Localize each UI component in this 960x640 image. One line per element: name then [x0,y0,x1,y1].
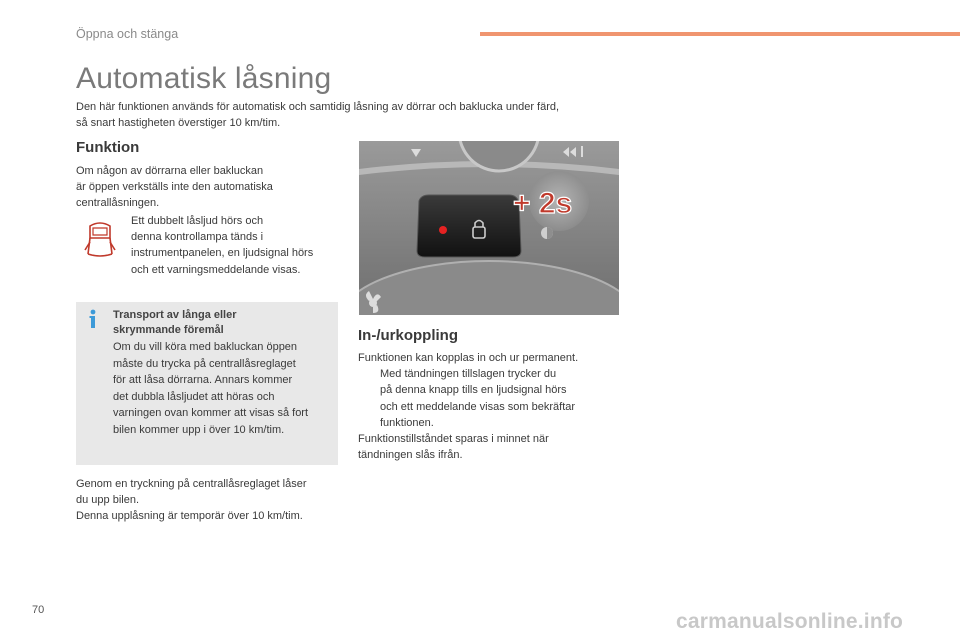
text-line: Denna upplåsning är temporär över 10 km/tim. [76,510,303,523]
text-line: tändningen slås ifrån. [358,449,463,462]
info-box-text [113,339,333,438]
text-line: är öppen verkställs inte den automatiska [76,181,273,194]
info-box-title [113,308,328,338]
intro-paragraph [76,99,636,131]
intro-line: så snart hastigheten överstiger 10 km/tim. [76,117,281,129]
text-line: Om någon av dörrarna eller bakluckan [76,165,264,177]
text-line: på denna knapp tills en ljudsignal hörs [380,384,567,397]
text-line: och ett varningsmeddelande visas. [131,263,301,276]
text-line: centrallåsningen. [76,197,160,210]
page-number: 70 [32,604,45,616]
inurkoppling-text [358,350,618,463]
page-title: Automatisk låsning [76,62,332,95]
plus-2s-badge: + 2s [513,187,573,220]
text-line: varningen ovan kommer att visas så fort [113,407,309,419]
inurkoppling-heading: In-/urkoppling [358,327,458,344]
text-line: Transport av långa eller [113,309,237,321]
funktion-paragraph-1 [76,163,316,212]
intro-line: Den här funktionen används för automatisk och samtidig låsning av dörrar och baklucka under färd, [76,101,560,113]
text-line: för att låsa dörrarna. Annars kommer [113,374,293,386]
section-title: Öppna och stänga [76,27,179,41]
text-line: funktionen. [380,416,434,429]
text-line: och ett meddelande visas som bekräftar [380,400,576,413]
text-line: skrymmande föremål [113,324,224,336]
funktion-paragraph-2 [131,213,341,278]
funktion-heading: Funktion [76,139,140,156]
watermark: carmanualsonline.info [676,610,904,633]
header-accent-bar [480,32,960,36]
door-open-warning-icon [84,218,116,260]
text-line: det dubbla låsljudet att höras och [113,390,275,403]
text-line: Med tändningen tillslagen trycker du [380,368,557,381]
text-line: bilen kommer upp i över 10 km/tim. [113,423,285,436]
text-line: Om du vill köra med bakluckan öppen [113,341,298,353]
central-lock-button-photo [359,141,619,315]
text-line: instrumentpanelen, en ljudsignal hörs [131,247,314,260]
text-line: denna kontrollampa tänds i [131,231,264,244]
text-line: Funktionstillståndet sparas i minnet när [358,433,549,446]
text-line: Genom en tryckning på centrallåsreglaget låser [76,478,307,490]
text-line: Ett dubbelt låsljud hörs och [131,215,264,227]
unlock-paragraph [76,476,338,525]
info-icon [88,309,98,329]
text-line: måste du trycka på centrallåsreglaget [113,357,296,370]
text-line: du upp bilen. [76,494,139,507]
text-line: Funktionen kan kopplas in och ur permanent. [358,352,579,364]
bullet-item [358,366,618,431]
